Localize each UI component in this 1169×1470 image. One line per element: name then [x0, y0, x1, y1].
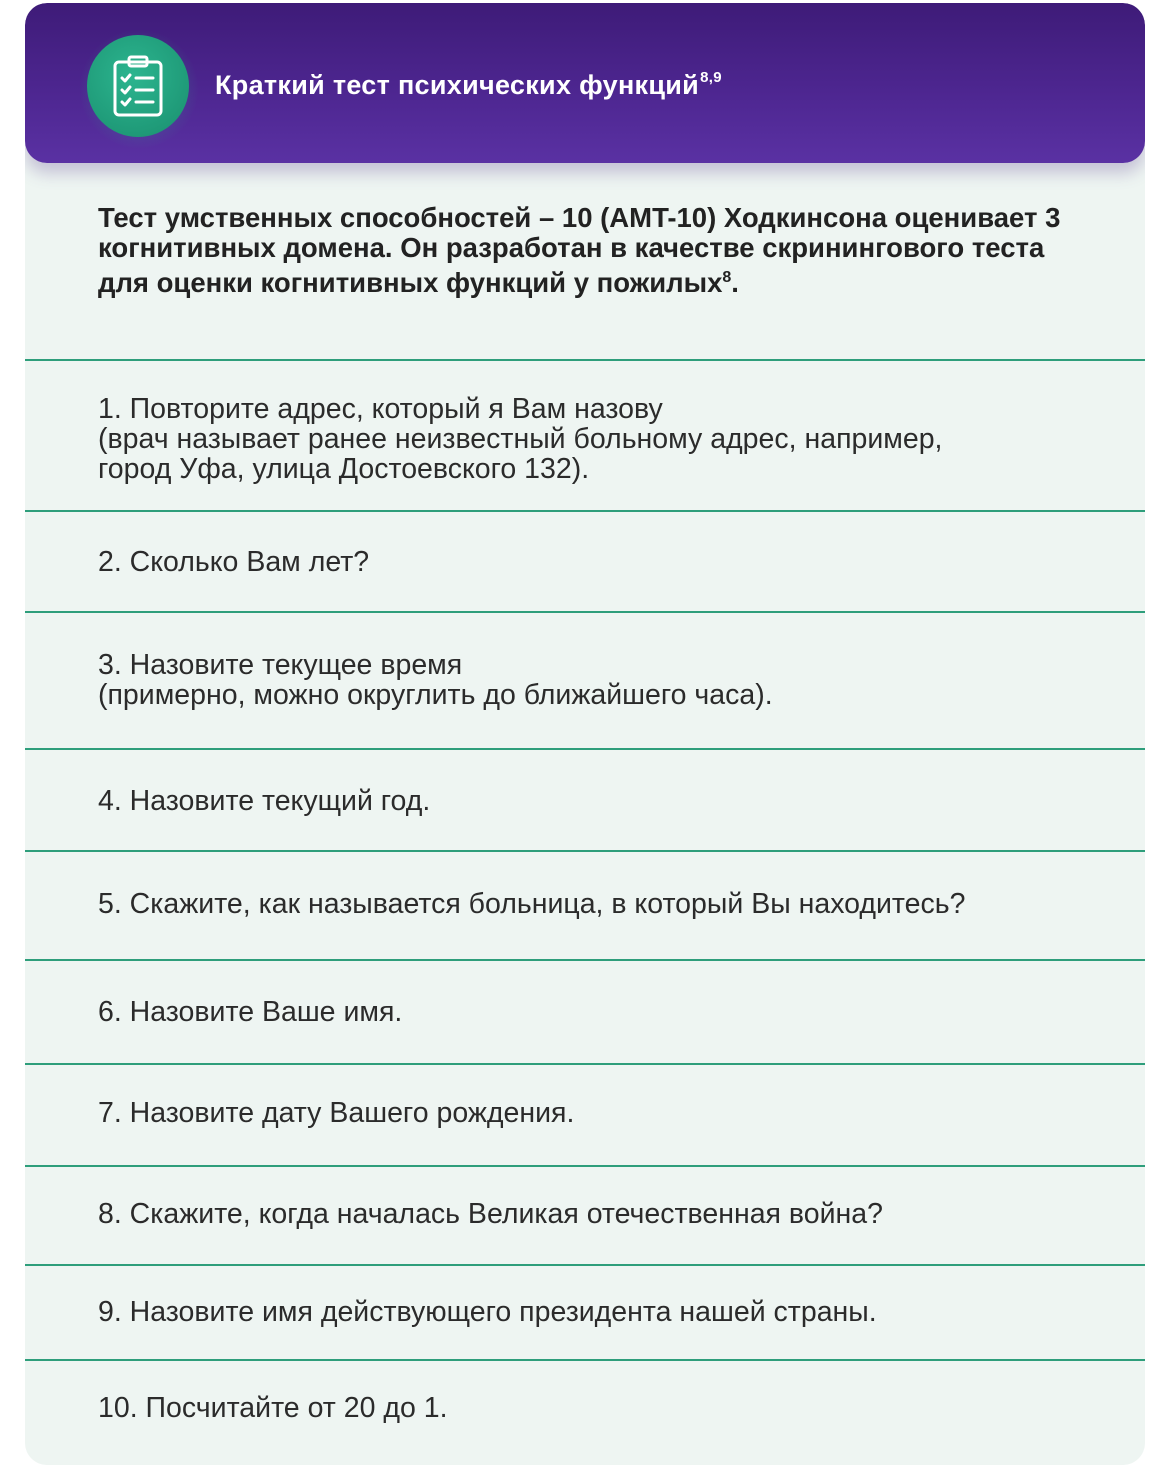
icon-badge: [87, 35, 189, 137]
list-item-5: [98, 889, 1128, 919]
item-line: 3. Назовите текущее время: [98, 649, 463, 681]
item-line: 7. Назовите дату Вашего рождения.: [98, 1097, 575, 1129]
list-item-2: [98, 547, 1128, 577]
item-line: 6. Назовите Ваше имя.: [98, 996, 403, 1028]
list-item-1: [98, 394, 1128, 484]
divider: [25, 1359, 1145, 1361]
divider: [25, 748, 1145, 750]
list-item-6: [98, 997, 1128, 1027]
divider: [25, 850, 1145, 852]
item-line: 2. Сколько Вам лет?: [98, 546, 370, 578]
test-card: [25, 3, 1145, 1465]
title-text: Краткий тест психических функций: [215, 70, 700, 100]
item-line: 8. Скажите, когда началась Великая отечественная война?: [98, 1198, 883, 1230]
divider: [25, 611, 1145, 613]
page-title: [215, 69, 722, 101]
list-item-3: [98, 650, 1128, 710]
list-item-4: [98, 786, 1128, 816]
item-line: 4. Назовите текущий год.: [98, 785, 431, 817]
clipboard-checklist-icon: [110, 54, 166, 118]
divider: [25, 1063, 1145, 1065]
list-item-8: [98, 1199, 1128, 1229]
list-item-9: [98, 1297, 1128, 1327]
divider: [25, 1264, 1145, 1266]
item-line: (врач называет ранее неизвестный больному адрес, например,: [98, 423, 943, 455]
intro-footnote: 8: [722, 269, 732, 286]
intro-text: Тест умственных способностей – 10 (AMT-10) Ходкинсона оценивает 3 когнитивных домена. Он разработан в качестве скринингового теста для оценки когнитивных функций у пожилых: [98, 202, 1061, 298]
title-footnote: 8,9: [700, 69, 722, 86]
card-header: [25, 3, 1145, 163]
list-item-7: [98, 1098, 1128, 1128]
item-line: 10. Посчитайте от 20 до 1.: [98, 1392, 448, 1424]
divider: [25, 1165, 1145, 1167]
divider: [25, 359, 1145, 361]
item-line: (примерно, можно округлить до ближайшего часа).: [98, 679, 773, 711]
item-line: 5. Скажите, как называется больница, в который Вы находитесь?: [98, 888, 966, 920]
item-line: 9. Назовите имя действующего президента нашей страны.: [98, 1296, 877, 1328]
item-line: 1. Повторите адрес, который я Вам назову: [98, 393, 663, 425]
item-line: город Уфа, улица Достоевского 132).: [98, 453, 590, 485]
intro-paragraph: [98, 203, 1088, 298]
list-item-10: [98, 1393, 1128, 1423]
divider: [25, 959, 1145, 961]
intro-end: .: [731, 267, 739, 298]
divider: [25, 510, 1145, 512]
